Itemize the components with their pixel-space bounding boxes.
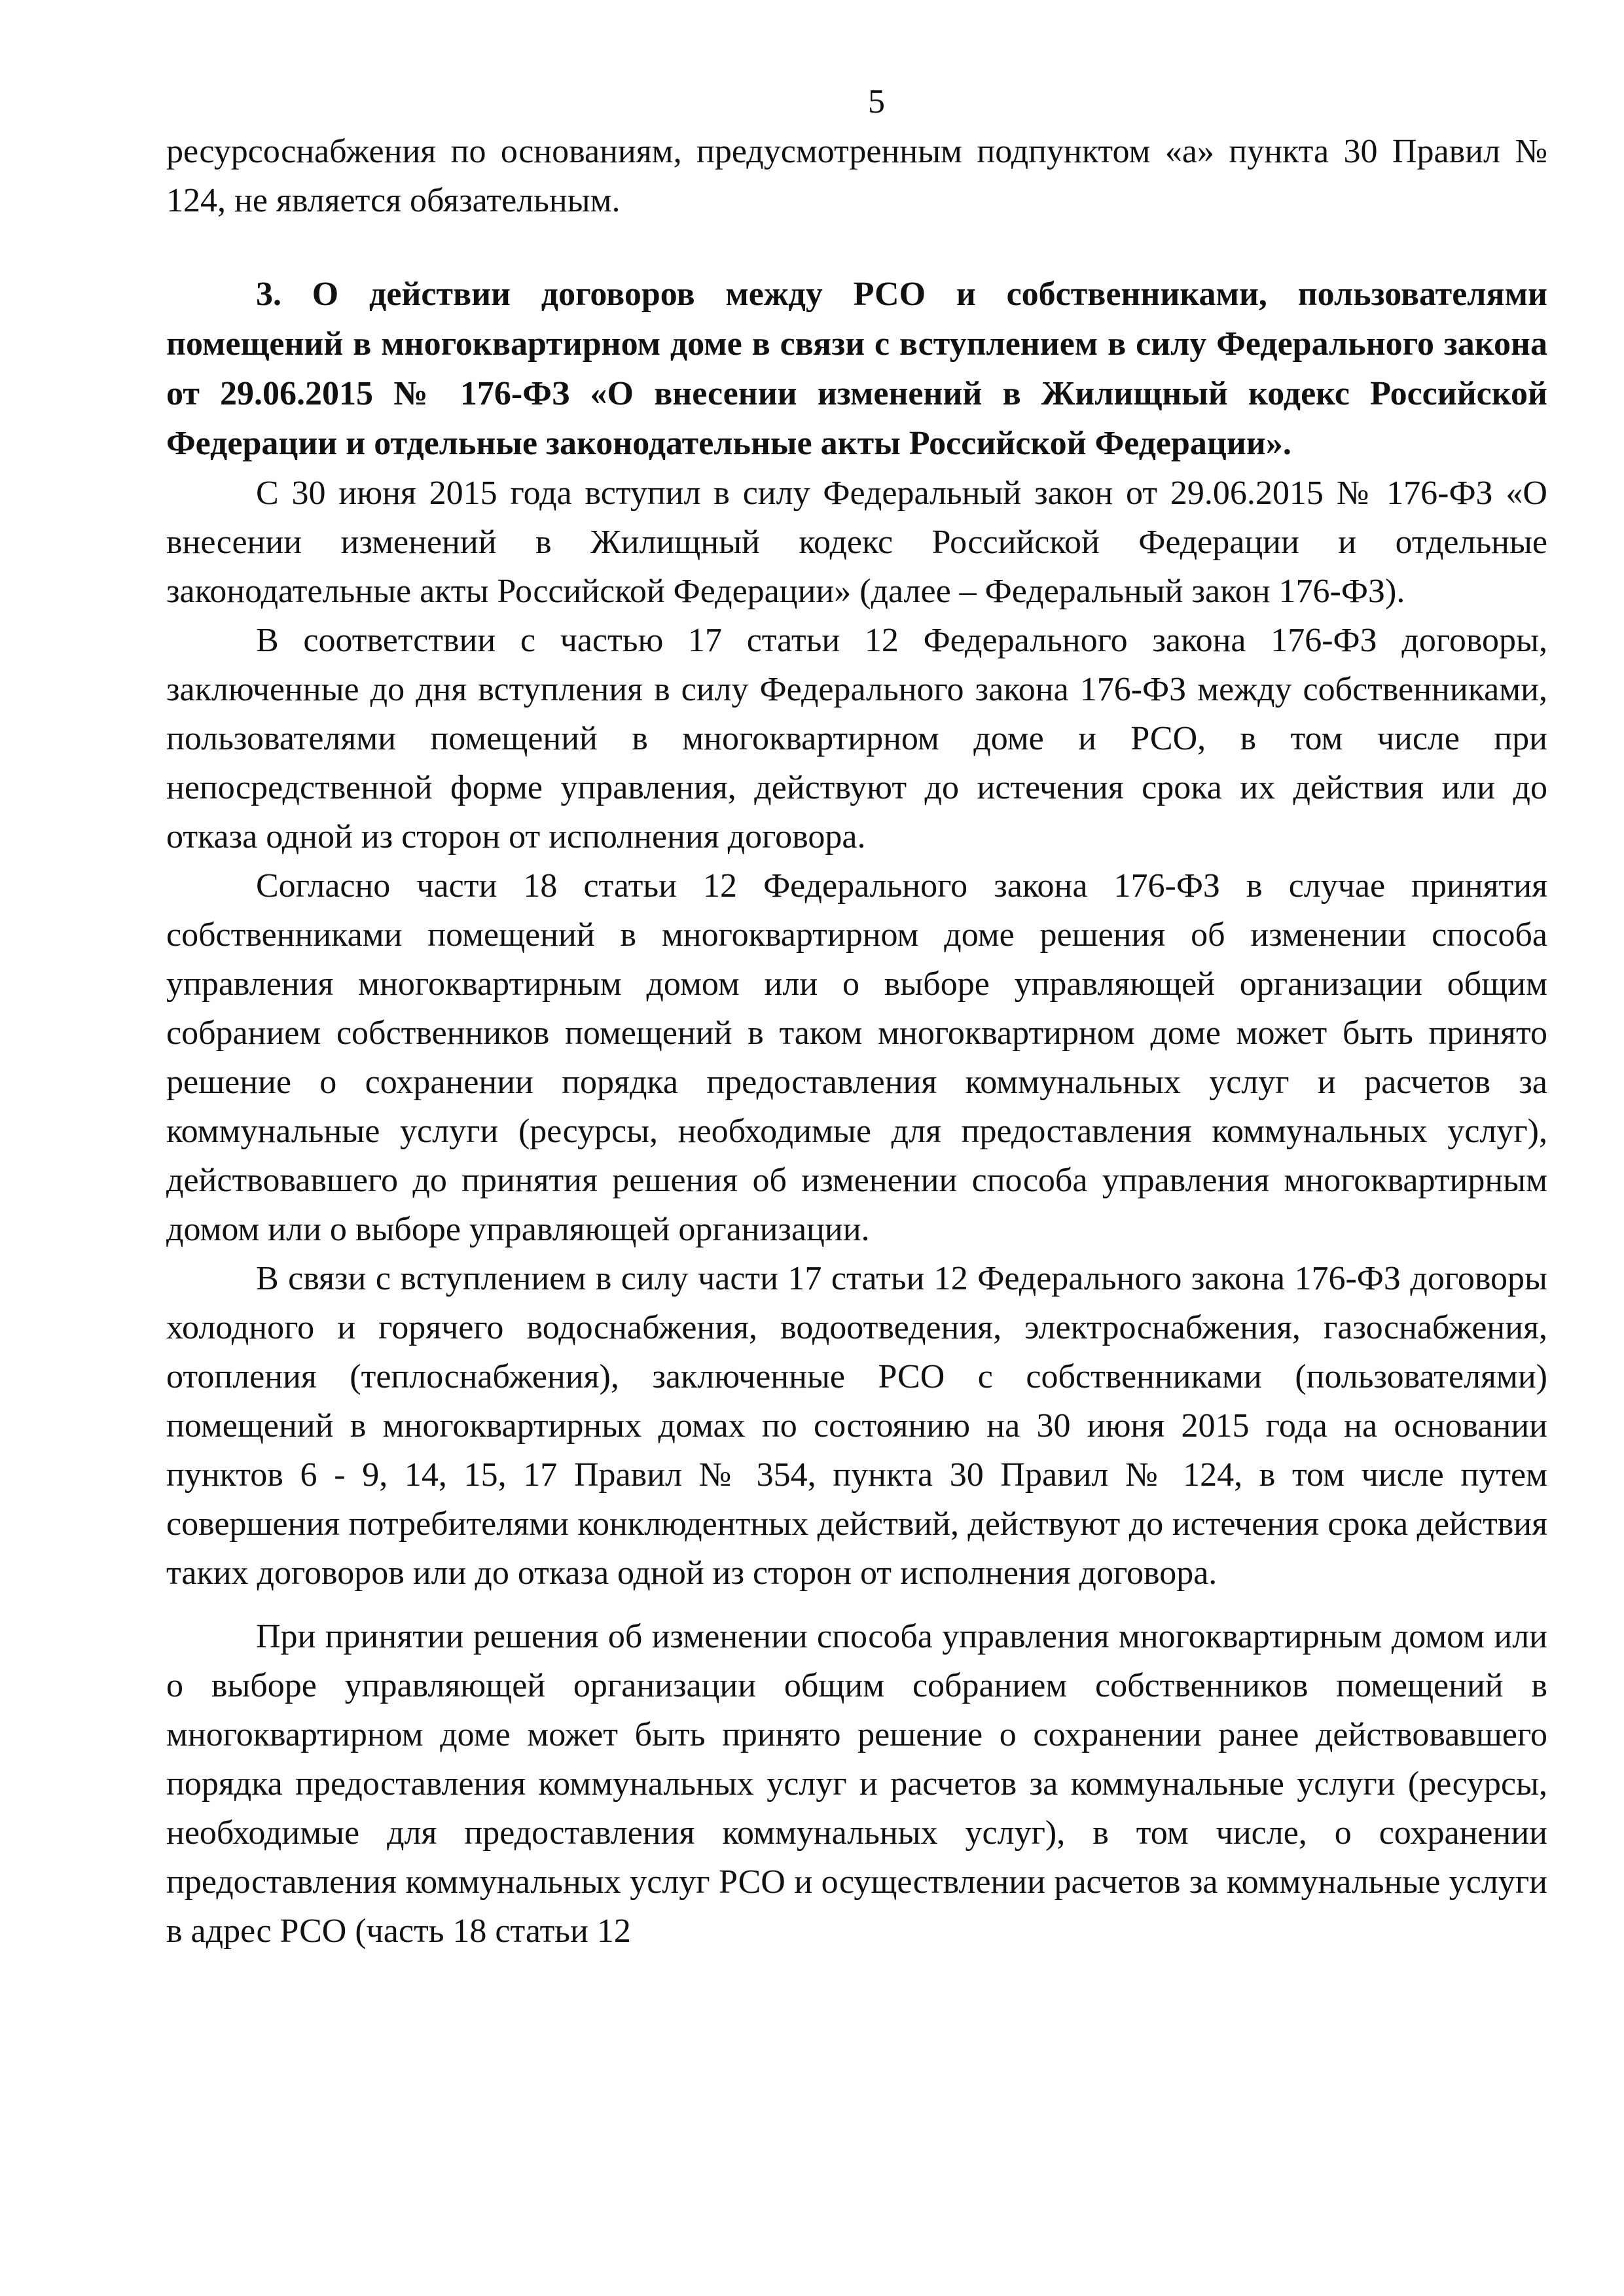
section-heading: 3. О действии договоров между РСО и собственниками, пользователями помещений в многоквартирном доме в связи с вступлением в силу Федерального закона от 29.06.2015 № 176-ФЗ «О внесении изменений в Жилищный кодекс Российской Федерации и отдельные законодательные акты Российской Федерации». <box>166 276 1547 462</box>
spacer <box>166 225 1547 270</box>
paragraph: С 30 июня 2015 года вступил в силу Федеральный закон от 29.06.2015 № 176-ФЗ «О внесении изменений в Жилищный кодекс Российской Федерации и отдельные законодательные акты Российской Федерации» (далее – Федеральный закон 176-ФЗ). <box>166 475 1547 610</box>
document-page <box>166 77 1547 1956</box>
paragraph: Согласно части 18 статьи 12 Федерального закона 176-ФЗ в случае принятия собственниками помещений в многоквартирном доме решения об изменении способа управления многоквартирным домом или о выборе управляющей организации общим собранием собственников помещений в таком многоквартирном доме может быть принято решение о сохранении порядка предоставления коммунальных услуг и расчетов за коммунальные услуги (ресурсы, необходимые для предоставления коммунальных услуг), действовавшего до принятия решения об изменении способа управления многоквартирным домом или о выборе управляющей организации. <box>166 867 1547 1248</box>
page-number: 5 <box>868 83 885 120</box>
paragraph: При принятии решения об изменении способа управления многоквартирным домом или о выборе управляющей организации общим собранием собственников помещений в многоквартирном доме может быть принято решение о сохранении ранее действовавшего порядка предоставления коммунальных услуг и расчетов за коммунальные услуги (ресурсы, необходимые для предоставления коммунальных услуг), в том числе, о сохранении предоставления коммунальных услуг РСО и осуществлении расчетов за коммунальные услуги в адрес РСО (часть 18 статьи 12 <box>166 1618 1547 1950</box>
paragraph: В связи с вступлением в силу части 17 статьи 12 Федерального закона 176-ФЗ договоры холодного и горячего водоснабжения, водоотведения, электроснабжения, газоснабжения, отопления (теплоснабжения), заключенные РСО с собственниками (пользователями) помещений в многоквартирных домах по состоянию на 30 июня 2015 года на основании пунктов 6 - 9, 14, 15, 17 Правил № 354, пункта 30 Правил № 124, в том числе путем совершения потребителями конклюдентных действий, действуют до истечения срока действия таких договоров или до отказа одной из сторон от исполнения договора. <box>166 1260 1547 1592</box>
paragraph: В соответствии с частью 17 статьи 12 Федерального закона 176-ФЗ договоры, заключенные до дня вступления в силу Федерального закона 176-ФЗ между собственниками, пользователями помещений в многоквартирном доме и РСО, в том числе при непосредственной форме управления, действуют до истечения срока их действия или до отказа одной из сторон от исполнения договора. <box>166 622 1547 855</box>
spacer <box>166 1598 1547 1612</box>
paragraph-continuation: ресурсоснабжения по основаниям, предусмотренным подпунктом «а» пункта 30 Правил № 124, не является обязательным. <box>166 133 1547 219</box>
